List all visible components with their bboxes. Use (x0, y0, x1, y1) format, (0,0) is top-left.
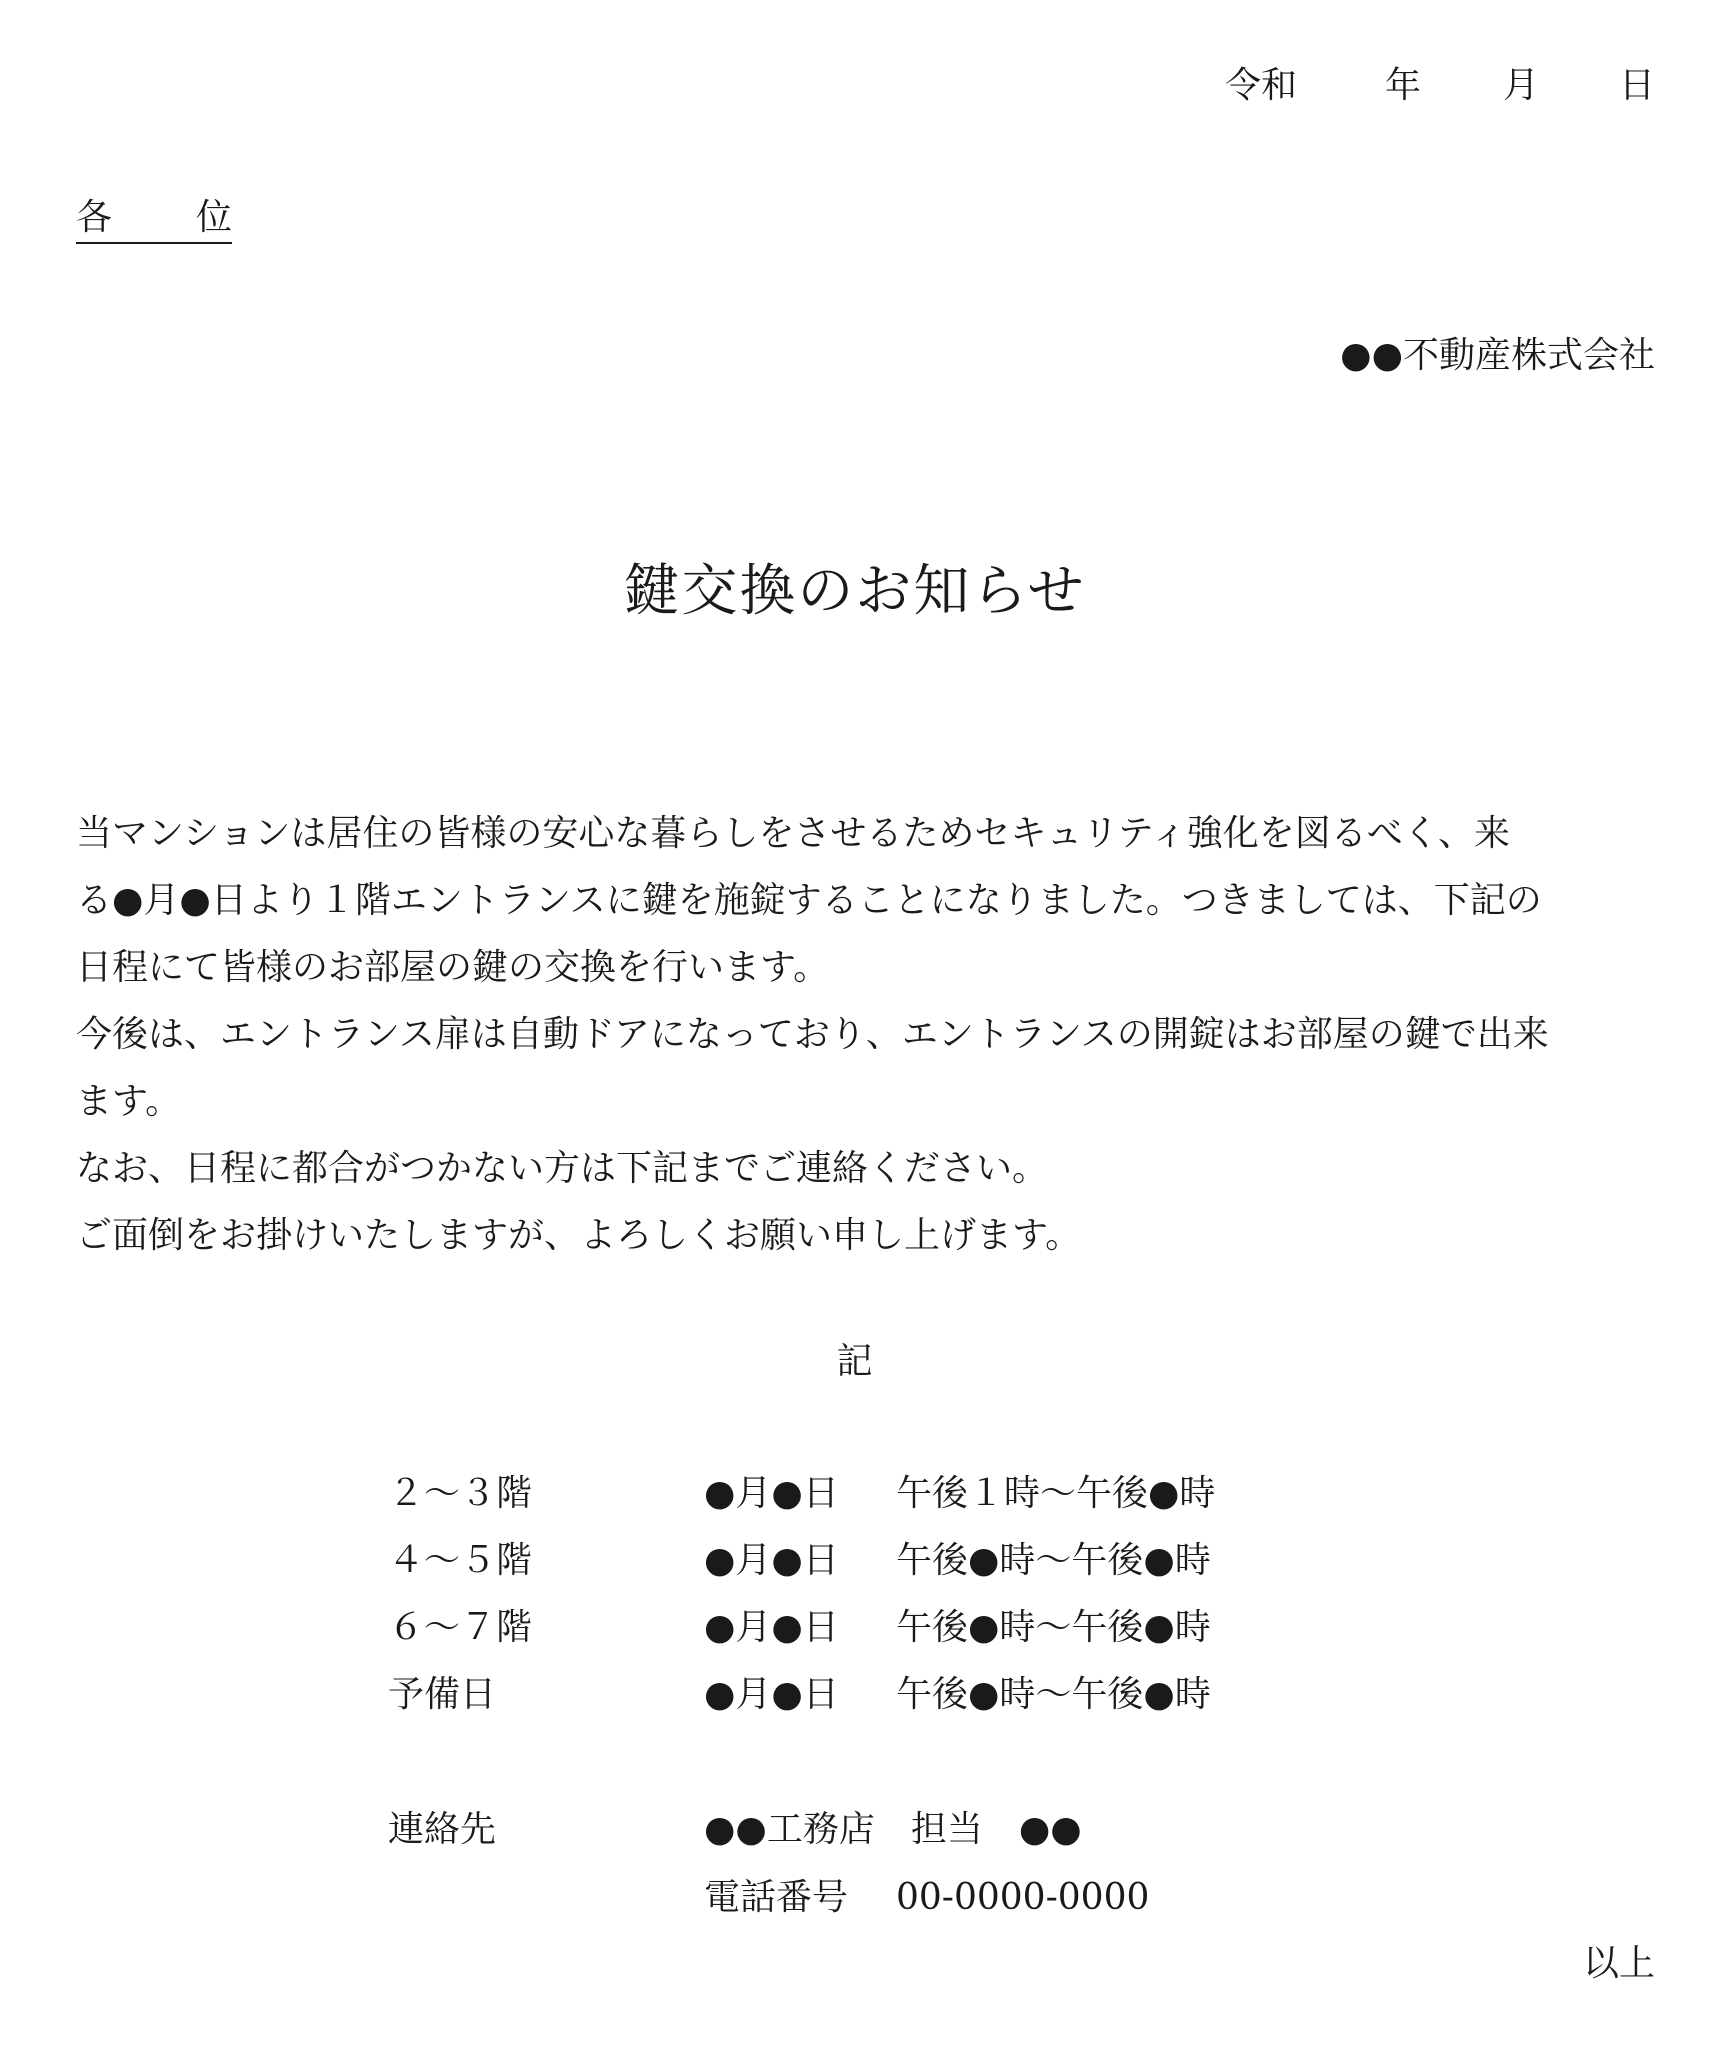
recipient-char-1: 各 (76, 197, 113, 238)
body-line: ます。 (76, 1081, 182, 1122)
schedule-time: 午後１時～午後●時 (896, 1473, 1216, 1514)
body-line: 当マンションは居住の皆様の安心な暮らしをさせるためセキュリティ強化を図るべく、来 (76, 813, 1511, 854)
schedule-row (388, 1606, 1211, 1650)
schedule-time: 午後●時～午後●時 (896, 1674, 1211, 1715)
date-day-unit: 日 (1618, 65, 1655, 106)
phone-label: 電話番号 (704, 1877, 849, 1918)
schedule-date: ●月●日 (704, 1540, 839, 1581)
contact-label: 連絡先 (388, 1809, 497, 1850)
schedule-date: ●月●日 (704, 1607, 839, 1648)
schedule-row (388, 1673, 1211, 1717)
body-line: る●月●日より１階エントランスに鍵を施錠することになりました。つきましては、下記の (76, 880, 1542, 921)
contact-phone-row (704, 1876, 1149, 1920)
contact-company: ●●工務店 担当 ●● (704, 1809, 1082, 1850)
closing-remark: 以上 (1582, 1943, 1655, 1984)
body-text (76, 800, 1656, 1269)
contact-row (388, 1808, 1082, 1852)
schedule-floor: ２～３階 (388, 1473, 533, 1514)
schedule-date: ●月●日 (704, 1473, 839, 1514)
schedule-date: ●月●日 (704, 1674, 839, 1715)
schedule-time: 午後●時～午後●時 (896, 1607, 1211, 1648)
date-year-unit: 年 (1384, 65, 1421, 106)
phone-number: 00-0000-0000 (896, 1877, 1150, 1918)
schedule-time: 午後●時～午後●時 (896, 1540, 1211, 1581)
schedule-floor: ６～７階 (388, 1607, 533, 1648)
schedule-row (388, 1472, 1215, 1516)
body-line: なお、日程に都合がつかない方は下記までご連絡ください。 (76, 1148, 1049, 1189)
date-era: 令和 (1224, 65, 1297, 106)
recipient (76, 196, 232, 244)
body-line: ご面倒をお掛けいたしますが、よろしくお願い申し上げます。 (76, 1215, 1082, 1256)
body-line: 日程にて皆様のお部屋の鍵の交換を行います。 (76, 947, 830, 988)
body-line: 今後は、エントランス扉は自動ドアになっており、エントランスの開錠はお部屋の鍵で出来 (76, 1014, 1549, 1055)
schedule-floor: ４～５階 (388, 1540, 533, 1581)
document-title: 鍵交換のお知らせ (623, 559, 1086, 624)
schedule-row (388, 1539, 1211, 1583)
record-heading: 記 (836, 1341, 873, 1382)
sender-company: ●●不動産株式会社 (1340, 335, 1655, 376)
schedule-floor: 予備日 (388, 1674, 497, 1715)
recipient-char-2: 位 (195, 197, 232, 238)
date-month-unit: 月 (1502, 65, 1539, 106)
date-line (1225, 64, 1655, 108)
